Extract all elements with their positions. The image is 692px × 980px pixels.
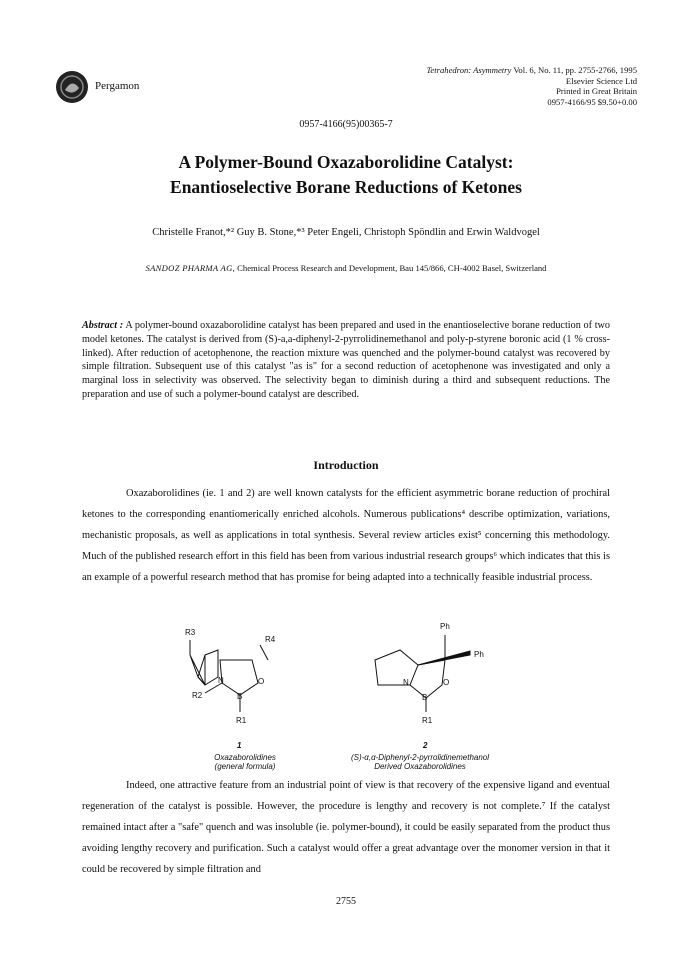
label-b-1: B bbox=[237, 692, 243, 701]
label-n-1: N bbox=[218, 676, 224, 685]
structure-1-oxazaborolidine bbox=[220, 660, 258, 695]
figure-caption-1 bbox=[190, 753, 300, 771]
title-line-1: A Polymer-Bound Oxazaborolidine Catalyst: bbox=[178, 152, 514, 172]
label-n-2: N bbox=[403, 678, 409, 687]
label-b-2: B bbox=[422, 693, 428, 702]
journal-info bbox=[426, 65, 637, 107]
price-line: 0957-4166/95 $9.50+0.00 bbox=[547, 96, 637, 107]
publisher-name: Pergamon bbox=[95, 80, 140, 92]
abstract-text: A polymer-bound oxazaborolidine catalyst has been prepared and used in the enantioselective borane reduction of two model ketones. The catalyst is derived from (S)-a,a-diphenyl-2-pyrrolidinemethanol and poly-p-styrene boronic acid (1 % cross-linked). After reduction of acetophenone, the reaction mixture was quenched and the polymer-bound catalyst was recovered by simple filtration. Subsequent use of this catalyst "as is" for a second reduction of acetophenone was investigated and only a marginal loss in selectivity was observed. The selectivity began to diminish during a third and subsequent reductions. The preparation and use of such a polymer-bound catalyst are described. bbox=[82, 320, 610, 400]
caption-1-line-2: (general formula) bbox=[214, 762, 276, 771]
figure-caption-2 bbox=[330, 753, 510, 771]
structure-2-oxazaborolidine bbox=[410, 660, 445, 698]
printed-line: Printed in Great Britain bbox=[556, 86, 637, 97]
caption-1-line-1: Oxazaborolidines bbox=[214, 753, 276, 762]
intro-paragraph-1 bbox=[82, 483, 610, 588]
label-r2: R2 bbox=[192, 691, 203, 700]
label-ph-right: Ph bbox=[474, 650, 484, 659]
section-heading: Introduction bbox=[313, 458, 379, 472]
compound-number-2: 2 bbox=[423, 741, 428, 750]
abstract-label: Abstract : bbox=[82, 320, 124, 331]
affiliation-address: Chemical Process Research and Development, Bau 145/866, CH-4002 Basel, Switzerland bbox=[235, 263, 547, 273]
abstract bbox=[82, 319, 610, 402]
journal-title: Tetrahedron: Asymmetry bbox=[426, 65, 512, 75]
label-r1-2: R1 bbox=[422, 716, 433, 725]
label-r3: R3 bbox=[185, 628, 196, 637]
publisher-logo bbox=[55, 70, 89, 104]
label-r4: R4 bbox=[265, 635, 276, 644]
label-ph-top: Ph bbox=[440, 622, 450, 631]
page-number: 2755 bbox=[336, 896, 356, 907]
intro-paragraph-2 bbox=[82, 775, 610, 880]
label-r1-1: R1 bbox=[236, 716, 247, 725]
copyright-line: Elsevier Science Ltd bbox=[565, 75, 637, 86]
affiliation bbox=[0, 263, 692, 273]
label-o-2: O bbox=[443, 678, 450, 687]
title-line-2: Enantioselective Borane Reductions of Ketones bbox=[170, 177, 522, 197]
journal-volume: Vol. 6, No. 11, pp. 2755-2766, 1995 bbox=[511, 65, 637, 75]
structure-2-pyrrolidine bbox=[375, 650, 418, 685]
caption-2-line-2: Derived Oxazaborolidines bbox=[374, 762, 466, 771]
paragraph-text: Oxazaborolidines (ie. 1 and 2) are well known catalysts for the efficient asymmetric borane reduction of prochiral ketones to the corresponding enantiomerically enriched alcohols. Numerous publications⁴ describe optimization, variations, mechanistic proposals, as well as applications in total synthesis. Several review articles exist⁵ concerning this methodology. Much of the published research effort in this field has been from various industrial research groups⁶ which indicates that this is an example of a powerful research method that has promise for being adapted into a technically feasible industrial process. bbox=[82, 488, 610, 583]
doi: 0957-4166(95)00365-7 bbox=[299, 119, 393, 130]
authors: Christelle Franot,*² Guy B. Stone,*³ Peter Engeli, Christoph Spöndlin and Erwin Waldvogel bbox=[152, 227, 540, 238]
paragraph-text: Indeed, one attractive feature from an industrial point of view is that recovery of the expensive ligand and eventual regeneration of the catalyst is possible. However, the procedure is lengthy and recovery is not complete.⁷ If the catalyst remained intact after a "safe" quench and was insoluble (ie. polymer-bound), it could be easily separated from the product thus avoiding lengthy recovery and purification. Such a catalyst would offer a great advantage over the monomer version in that it could be recovered by simple filtration and bbox=[82, 780, 610, 875]
compound-number-1: 1 bbox=[237, 741, 242, 750]
label-o-1: O bbox=[258, 677, 265, 686]
paper-title bbox=[60, 150, 632, 200]
caption-2-line-1: (S)-α,α-Diphenyl-2-pyrrolidinemethanol bbox=[350, 753, 490, 762]
affiliation-company: SANDOZ PHARMA AG, bbox=[145, 263, 236, 273]
